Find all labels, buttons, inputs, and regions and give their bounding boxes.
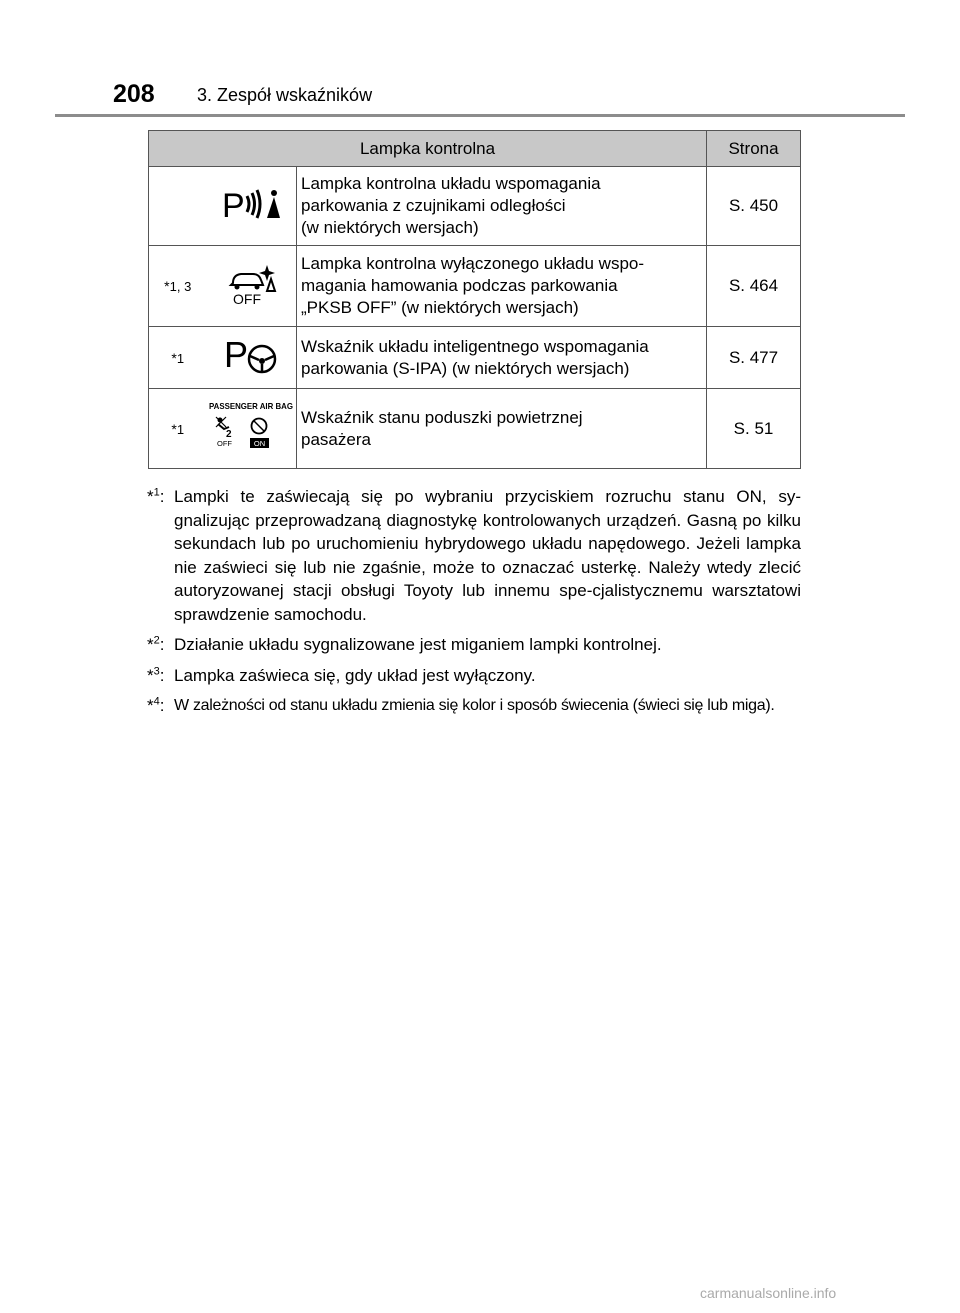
footnote-mark: *1, 3 [149, 246, 207, 327]
footnote-text: W zależności od stanu układu zmienia się kolor i sposób świecenia (świeci się lub miga). [174, 697, 775, 714]
s-ipa-icon [220, 333, 282, 377]
indicator-table [148, 130, 801, 469]
lamp-description: Lampka kontrolna układu wspomagania parkowania z czujnikami odległości (w niektórych wersjach) [297, 167, 707, 246]
header-divider [55, 114, 905, 117]
footnote-marker: *$^2$: [147, 634, 165, 654]
passenger-airbag-icon [207, 396, 295, 456]
footnote-mark: *1 [149, 389, 207, 469]
svg-text:ON: ON [254, 439, 266, 448]
svg-text:P: P [224, 334, 249, 375]
footnote-text: Lampka zaświeca się, gdy układ jest wyłączony. [174, 665, 536, 685]
page-reference: S. 477 [707, 327, 801, 389]
lamp-description: Lampka kontrolna wyłączonego układu wspo- magania hamowania podczas parkowania „PKSB OFF” (w niektórych wersjach) [297, 246, 707, 327]
svg-text:OFF: OFF [233, 290, 262, 307]
footnote [147, 485, 801, 626]
table-row [149, 327, 801, 389]
svg-text:OFF: OFF [217, 439, 233, 448]
table-row [149, 246, 801, 327]
footnote-marker: *$^4$: [147, 695, 165, 715]
footnote-text: Lampki te zaświecają się po wybraniu przyciskiem rozruchu stanu ON, sy-gnalizując przeprowadzaną diagnostykę kontrolowanych urządzeń. Gasną po kilku sekundach lub po uruchomieniu hybrydowego układu napędowego. Jeżeli lampka nie zaświeci się lub nie zgaśnie, może to oznaczać usterkę. Należy wtedy zlecić autoryzowanej stacji obsługi Toyoty lub innemu spe-cjalistycznemu warsztatowi sprawdzenie samochodu. [174, 487, 801, 624]
table-header-row [149, 131, 801, 167]
footnote [147, 633, 801, 657]
icon-cell [207, 389, 297, 469]
column-header-lamp: Lampka kontrolna [149, 131, 707, 167]
footnote-mark: *1 [149, 327, 207, 389]
icon-cell [207, 167, 297, 246]
page-reference: S. 450 [707, 167, 801, 246]
svg-text:P: P [222, 186, 245, 224]
table-row [149, 167, 801, 246]
lamp-description: Wskaźnik stanu poduszki powietrznej pasażera [297, 389, 707, 469]
column-header-page: Strona [707, 131, 801, 167]
footnote [147, 664, 801, 688]
watermark: carmanualsonline.info [700, 1285, 837, 1301]
icon-cell [207, 327, 297, 389]
footnote-text: Działanie układu sygnalizowane jest miganiem lampki kontrolnej. [174, 635, 662, 654]
parking-sensor-icon [220, 184, 282, 224]
footnotes [147, 485, 801, 725]
svg-text:2: 2 [226, 429, 232, 440]
page-reference: S. 464 [707, 246, 801, 327]
svg-text:PASSENGER AIR BAG: PASSENGER AIR BAG [209, 401, 294, 411]
pksb-off-icon [221, 261, 281, 307]
footnote [147, 694, 801, 718]
icon-cell [207, 246, 297, 327]
page-header [0, 0, 960, 120]
footnote-mark [149, 167, 207, 246]
page-number: 208 [113, 80, 155, 108]
footnote-marker: *$^3$: [147, 664, 165, 685]
page-reference: S. 51 [707, 389, 801, 469]
table-row [149, 389, 801, 469]
footnote-marker: *$^1$: [147, 486, 165, 506]
section-title: 3. Zespół wskaźników [197, 85, 373, 105]
lamp-description: Wskaźnik układu inteligentnego wspomagania parkowania (S-IPA) (w niektórych wersjach) [297, 327, 707, 389]
